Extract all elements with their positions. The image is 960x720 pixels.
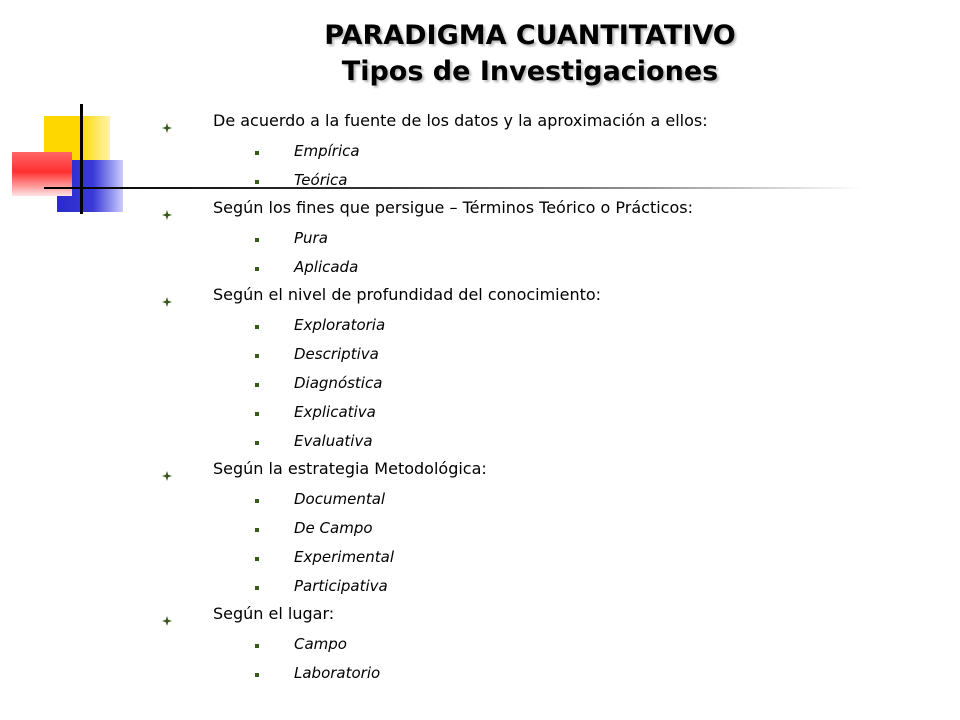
list-item-text: Documental [294,490,386,508]
list-item [0,311,960,340]
list-item [0,514,960,543]
section-heading [0,108,960,137]
square-bullet-icon [255,644,259,648]
section-heading-text: Según el lugar: [213,604,335,623]
list-item [0,369,960,398]
title-line-2: Tipos de Investigaciones [341,56,719,87]
square-bullet-icon [255,151,259,155]
diamond-bullet-icon [162,118,172,128]
section-heading-text: De acuerdo a la fuente de los datos y la aproximación a ellos: [213,111,708,130]
section-heading [0,601,960,630]
list-item [0,659,960,688]
list-item-text: Exploratoria [294,316,386,334]
square-bullet-icon [255,412,259,416]
square-bullet-icon [255,441,259,445]
diamond-bullet-icon [162,292,172,302]
list-item-text: Campo [294,635,347,653]
list-item-text: Diagnóstica [294,374,383,392]
list-item-text: Descriptiva [294,345,379,363]
title-line-1: PARADIGMA CUANTITATIVO [324,20,736,51]
list-item [0,166,960,195]
list-item-text: Laboratorio [294,664,381,682]
square-bullet-icon [255,528,259,532]
list-item-text: Pura [294,229,328,247]
list-item [0,630,960,659]
square-bullet-icon [255,267,259,271]
square-bullet-icon [255,180,259,184]
list-item [0,572,960,601]
section-heading [0,195,960,224]
square-bullet-icon [255,586,259,590]
diamond-bullet-icon [162,466,172,476]
square-bullet-icon [255,383,259,387]
list-item-text: Aplicada [294,258,359,276]
square-bullet-icon [255,238,259,242]
diamond-bullet-icon [162,205,172,215]
section-heading [0,456,960,485]
list-item-text: Evaluativa [294,432,373,450]
diamond-bullet-icon [162,611,172,621]
list-item [0,137,960,166]
section-heading [0,282,960,311]
list-item-text: Explicativa [294,403,376,421]
list-item-text: Experimental [294,548,395,566]
section-heading-text: Según la estrategia Metodológica: [213,459,487,478]
list-item [0,224,960,253]
square-bullet-icon [255,557,259,561]
list-item-text: De Campo [294,519,373,537]
section-heading-text: Según el nivel de profundidad del conocimiento: [213,285,602,304]
list-item [0,398,960,427]
square-bullet-icon [255,673,259,677]
square-bullet-icon [255,354,259,358]
list-item [0,427,960,456]
section-heading-text: Según los fines que persigue – Términos Teórico o Prácticos: [213,198,693,217]
slide-title [150,18,910,90]
list-item [0,253,960,282]
list-item-text: Participativa [294,577,388,595]
list-item [0,485,960,514]
list-item [0,340,960,369]
square-bullet-icon [255,499,259,503]
list-item-text: Teórica [294,171,348,189]
square-bullet-icon [255,325,259,329]
list-item [0,543,960,572]
list-item-text: Empírica [294,142,360,160]
bullet-list [0,108,960,688]
